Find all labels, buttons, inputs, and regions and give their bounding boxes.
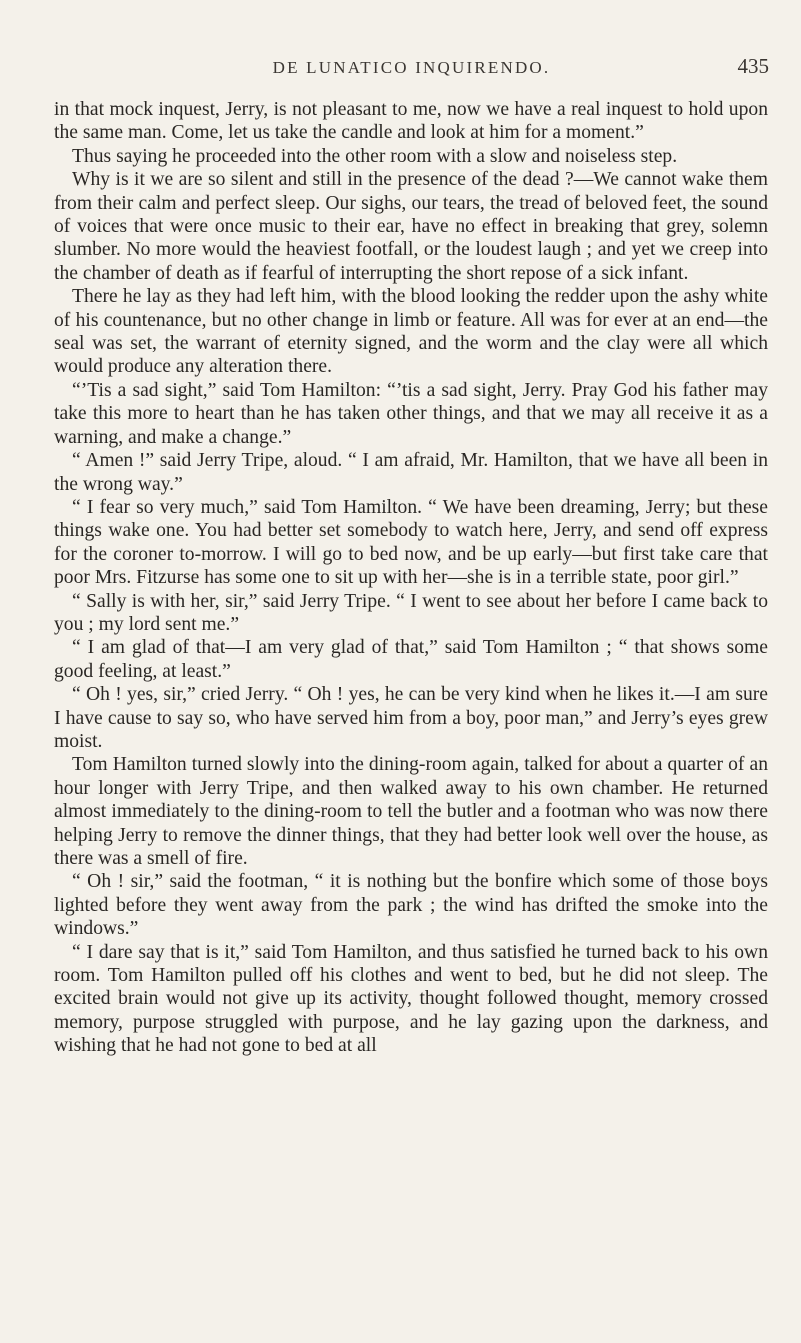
paragraph: “ Oh ! sir,” said the footman, “ it is nothing but the bonfire which some of those boys lighted before they went away from the park ; the wind has drifted the smoke into the windows.” (54, 871, 768, 940)
running-head (54, 54, 769, 84)
paragraph: “ Amen !” said Jerry Tripe, aloud. “ I am afraid, Mr. Hamilton, that we have all been in the wrong way.” (54, 450, 768, 495)
running-title: DE LUNATICO INQUIRENDO. (272, 58, 551, 77)
paragraph: Why is it we are so silent and still in the presence of the dead ?—We cannot wake them from their calm and perfect sleep. Our sighs, our tears, the tread of beloved feet, the sound of voices that were once music to their ear, have no effect in breaking that grey, solemn slumber. No more would the heaviest footfall, or the loudest laugh ; and yet we creep into the chamber of death as if fearful of interrupting the short repose of a sick infant. (54, 169, 768, 284)
paragraph: Tom Hamilton turned slowly into the dining-room again, talked for about a quarter of an hour longer with Jerry Tripe, and then walked away to his own chamber. He returned almost immediately to the dining-room to tell the butler and a footman who was now there helping Jerry to remove the dinner things, that they had better look well over the house, as there was a smell of fire. (54, 754, 768, 869)
paragraph: “’Tis a sad sight,” said Tom Hamilton: “’tis a sad sight, Jerry. Pray God his father may take this more to heart than he has taken other things, and that we may all receive it as a warning, and make a change.” (54, 379, 768, 448)
page-number: 435 (737, 54, 769, 78)
paragraph: “ I fear so very much,” said Tom Hamilton. “ We have been dreaming, Jerry; but these things wake one. You had better set somebody to watch here, Jerry, and send off express for the coroner to-morrow. I will go to bed now, and be up early—but first take care that poor Mrs. Fitzurse has some one to sit up with her—she is in a terrible state, poor girl.” (54, 496, 768, 589)
body-text (54, 98, 768, 1058)
paragraph: “ I dare say that is it,” said Tom Hamilton, and thus satisfied he turned back to his own room. Tom Hamilton pulled off his clothes and went to bed, but he did not sleep. The excited brain would not give up its activity, thought followed thought, memory crossed memory, purpose struggled with purpose, and he lay gazing upon the darkness, and wishing that he had not gone to bed at all (54, 941, 768, 1057)
paragraph: in that mock inquest, Jerry, is not pleasant to me, now we have a real inquest to hold upon the same man. Come, let us take the candle and look at him for a moment.” (54, 99, 768, 144)
paragraph: “ I am glad of that—I am very glad of that,” said Tom Hamilton ; “ that shows some good feeling, at least.” (54, 637, 768, 682)
paragraph: “ Sally is with her, sir,” said Jerry Tripe. “ I went to see about her before I came back to you ; my lord sent me.” (54, 590, 768, 635)
paragraph: “ Oh ! yes, sir,” cried Jerry. “ Oh ! yes, he can be very kind when he likes it.—I am sure I have cause to say so, who have served him from a boy, poor man,” and Jerry’s eyes grew moist. (54, 684, 768, 752)
paragraph: Thus saying he proceeded into the other room with a slow and noiseless step. (72, 145, 678, 167)
paragraph: There he lay as they had left him, with the blood looking the redder upon the ashy white of his countenance, but no other change in limb or feature. All was for ever at an end—the seal was set, the warrant of eternity signed, and the worm and the clay were all which would produce any alteration there. (54, 286, 768, 378)
